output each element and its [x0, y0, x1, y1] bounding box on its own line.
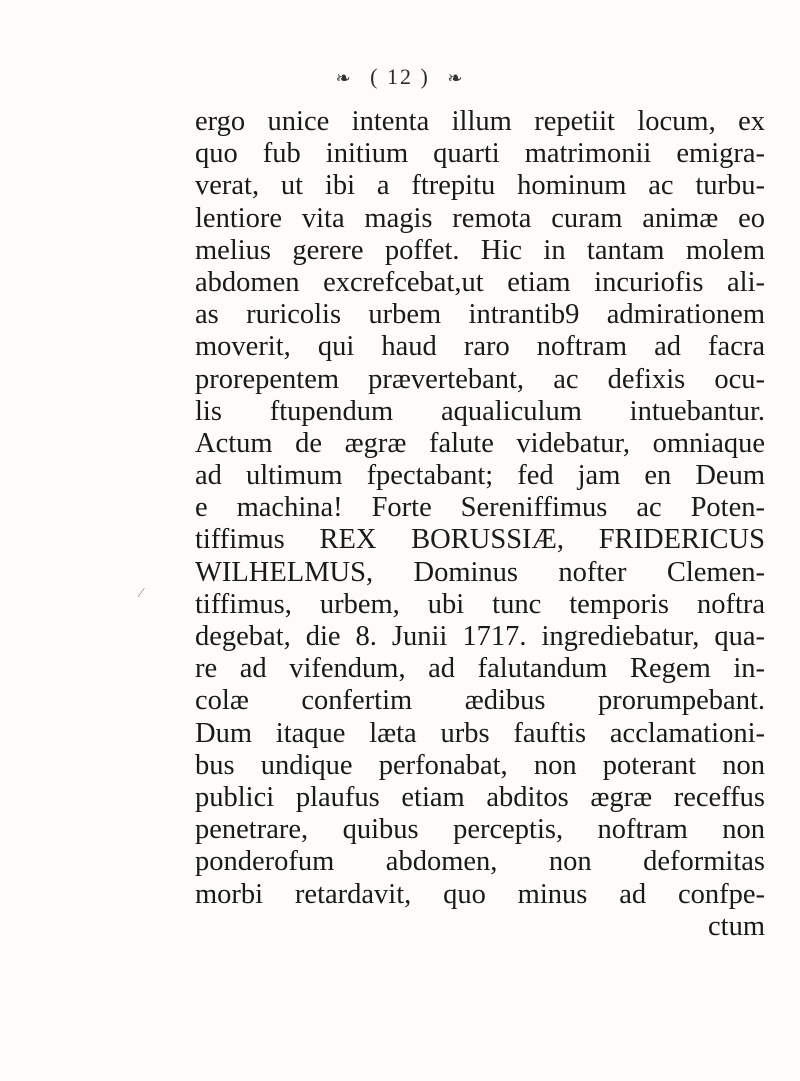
text-line: colæ confertim ædibus prorumpebant. — [195, 685, 765, 717]
text-line: ad ultimum fpectabant; fed jam en Deum — [195, 460, 765, 492]
text-line: publici plaufus etiam abditos ægræ receffus — [195, 781, 765, 813]
text-line: morbi retardavit, quo minus ad confpe- — [195, 878, 765, 910]
text-line: bus undique perfonabat, non poterant non — [195, 749, 765, 781]
text-line: tiffimus, urbem, ubi tunc temporis noftra — [195, 588, 765, 620]
text-line: e machina! Forte Sereniffimus ac Poten- — [195, 492, 765, 524]
text-line: Actum de ægræ falute videbatur, omniaque — [195, 427, 765, 459]
text-line: tiffimus REX BORUSSIÆ, FRIDERICUS — [195, 524, 765, 556]
body-text — [195, 106, 765, 943]
catchword: ctum — [708, 910, 765, 942]
page-header — [0, 64, 800, 90]
text-line: Dum itaque læta urbs fauftis acclamationi- — [195, 717, 765, 749]
text-line: as ruricolis urbem intrantib9 admirationem — [195, 299, 765, 331]
text-line: melius gerere poffet. Hic in tantam molem — [195, 234, 765, 266]
text-line: moverit, qui haud raro noftram ad facra — [195, 331, 765, 363]
text-line: ponderofum abdomen, non deformitas — [195, 846, 765, 878]
left-ornament: ❧ — [335, 68, 353, 88]
text-line: lentiore vita magis remota curam animæ eo — [195, 202, 765, 234]
margin-mark: ⁄ — [140, 586, 143, 601]
text-line: re ad vifendum, ad falutandum Regem in- — [195, 653, 765, 685]
page-number: ( 12 ) — [370, 64, 430, 89]
text-line: lis ftupendum aqualiculum intuebantur. — [195, 395, 765, 427]
text-line: abdomen excrefcebat,ut etiam incuriofis ali- — [195, 266, 765, 298]
right-ornament: ❧ — [447, 68, 465, 88]
text-line: prorepentem prævertebant, ac defixis ocu- — [195, 363, 765, 395]
text-line: WILHELMUS, Dominus nofter Clemen- — [195, 556, 765, 588]
text-line: verat, ut ibi a ftrepitu hominum ac turbu- — [195, 170, 765, 202]
text-line: quo fub initium quarti matrimonii emigra- — [195, 138, 765, 170]
text-line: ergo unice intenta illum repetiit locum, ex — [195, 106, 765, 137]
text-line: degebat, die 8. Junii 1717. ingrediebatur, qua- — [195, 621, 765, 652]
text-line: penetrare, quibus perceptis, noftram non — [195, 814, 765, 846]
